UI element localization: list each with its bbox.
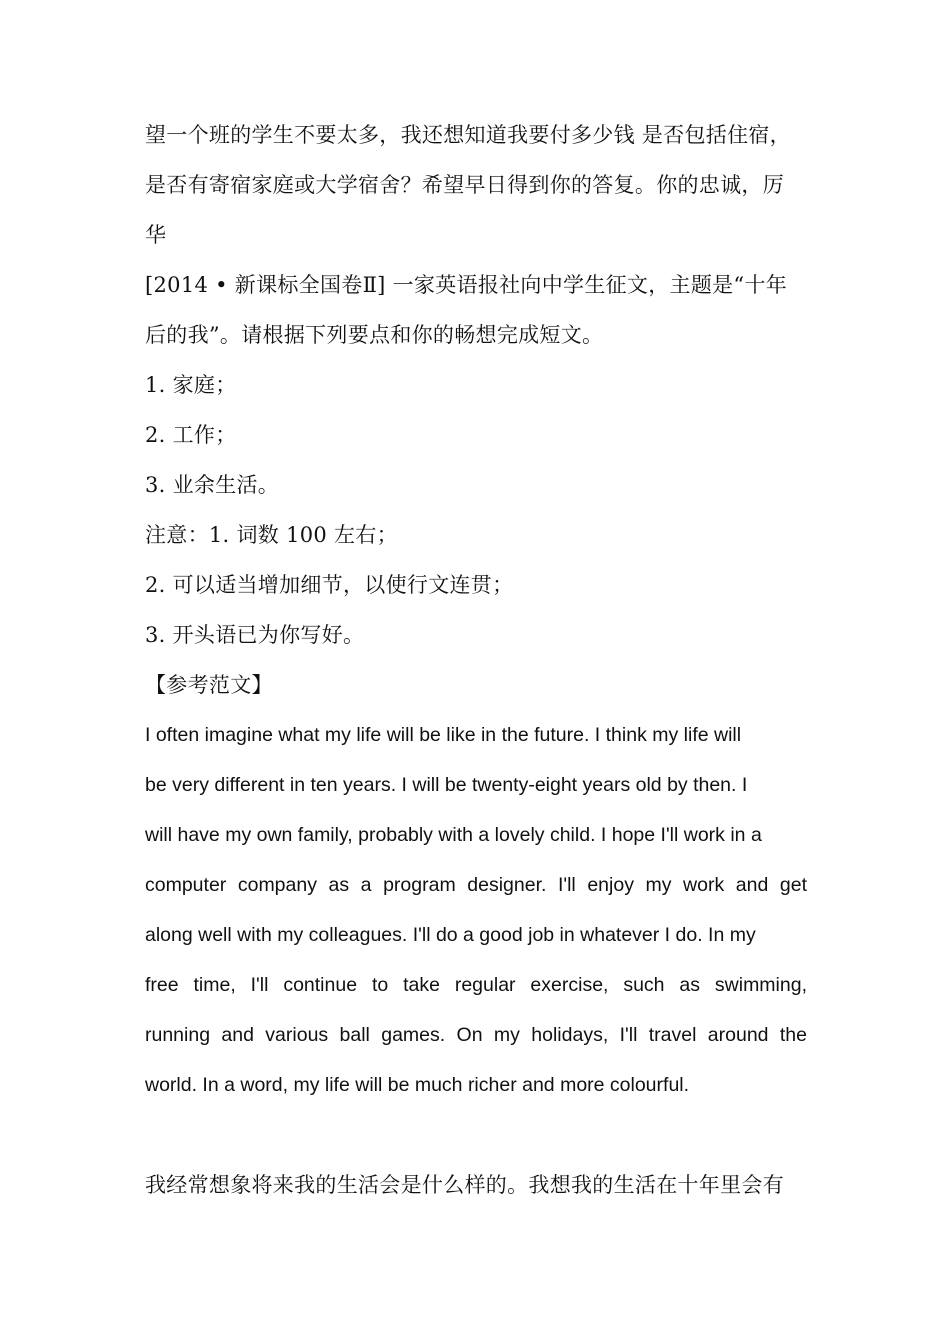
letter-end-line-2: 是否有寄宿家庭或大学宿舍？希望早日得到你的答复。你的忠诚，厉: [145, 173, 784, 197]
task-point-3: 3. 业余生活。: [145, 473, 280, 497]
model-essay-line-6: free time, I'll continue to take regular exercise, such as swimming,: [145, 974, 807, 996]
model-essay-line-7: running and various ball games. On my holidays, I'll travel around the: [145, 1024, 807, 1046]
task-prompt-line-1: [2014 • 新课标全国卷Ⅱ] 一家英语报社向中学生征文，主题是“十年: [145, 273, 788, 297]
model-essay-heading: 【参考范文】: [145, 673, 273, 697]
model-essay-line-8: world. In a word, my life will be much richer and more colourful.: [145, 1074, 690, 1096]
model-essay-line-3: will have my own family, probably with a lovely child. I hope I'll work in a: [145, 824, 762, 846]
translation-line-1: 我经常想象将来我的生活会是什么样的。我想我的生活在十年里会有: [145, 1173, 784, 1197]
model-essay-line-4: computer company as a program designer. I'll enjoy my work and get: [145, 874, 807, 896]
letter-end-line-1: 望一个班的学生不要太多，我还想知道我要付多少钱 是否包括住宿，: [145, 123, 791, 147]
document-page: [145, 110, 807, 1210]
paragraph-spacer: [145, 1110, 807, 1160]
task-prompt-line-2: 后的我”。请根据下列要点和你的畅想完成短文。: [145, 323, 604, 347]
task-note-2: 2. 可以适当增加细节，以使行文连贯；: [145, 573, 514, 597]
task-note-3: 3. 开头语已为你写好。: [145, 623, 365, 647]
task-note-1: 注意：1. 词数 100 左右；: [145, 523, 398, 547]
task-point-2: 2. 工作；: [145, 423, 237, 447]
task-point-1: 1. 家庭；: [145, 373, 237, 397]
model-essay-line-5: along well with my colleagues. I'll do a good job in whatever I do. In my: [145, 924, 756, 946]
letter-end-line-3: 华: [145, 223, 167, 247]
model-essay-line-1: I often imagine what my life will be like in the future. I think my life will: [145, 724, 742, 746]
model-essay-line-2: be very different in ten years. I will be twenty-eight years old by then. I: [145, 774, 748, 796]
